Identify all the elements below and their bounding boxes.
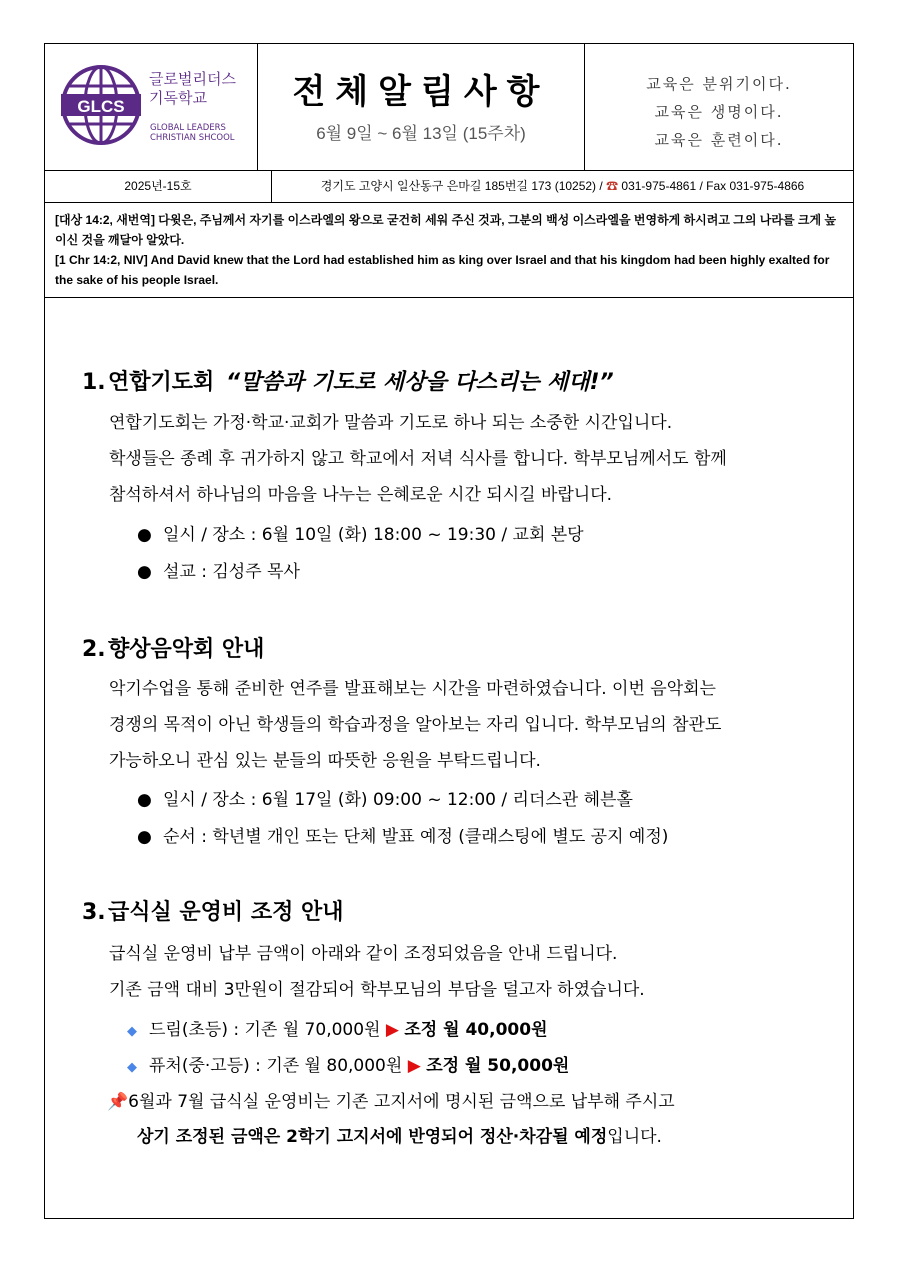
glcs-logo-icon	[59, 62, 143, 148]
page-subtitle: 6월 9일 ~ 6월 13일 (15주차)	[316, 124, 526, 143]
section-3-title: 3. 급식실 운영비 조정 안내	[82, 900, 344, 925]
info-row	[45, 171, 853, 203]
notice-frame	[44, 43, 854, 1219]
pushpin-icon: 📌	[107, 1092, 129, 1112]
logo-initials: GLCS	[77, 97, 125, 116]
motto-cell	[585, 44, 853, 170]
telephone-icon: ☎	[606, 179, 619, 193]
section-2-paragraph: 악기수업을 통해 준비한 연주를 발표해보는 시간을 마련하였습니다. 이번 음악회는 경쟁의 목적이 아닌 학생들의 학습과정을 알아보는 자리 입니다. 학부모님의 참관도 가능하오니 관심 있는 분들의 따뜻한 응원을 부탁드립니다.	[109, 679, 722, 771]
verse-korean: [대상 14:2, 새번역] 다윗은, 주님께서 자기를 이스라엘의 왕으로 굳건히 세워 주신 것과, 그분의 백성 이스라엘을 번영하게 하시려고 그의 나라를 크게 높이신 것을 깨달아 알았다.	[55, 213, 837, 247]
issue-number: 2025년-15호	[45, 171, 272, 202]
page-title: 전체알림사항	[292, 72, 550, 112]
title-cell	[258, 44, 585, 170]
header	[45, 44, 853, 171]
logo-english-name: GLOBAL LEADERS CHRISTIAN SHCOOL	[150, 123, 235, 143]
address: 경기도 고양시 일산동구 은마길 185번길 173 (10252) /	[320, 179, 607, 193]
fee-item: ◆ 드림(초등) : 기존 월 70,000원 ▶ 조정 월 40,000원	[127, 1020, 548, 1040]
diamond-icon: ◆	[127, 1060, 137, 1075]
section-3-paragraph: 급식실 운영비 납부 금액이 아래와 같이 조정되었음을 안내 드립니다. 기존 금액 대비 3만원이 절감되어 학부모님의 부담을 덜고자 하였습니다.	[109, 944, 645, 1000]
list-item: ● 설교 : 김성주 목사	[137, 562, 300, 582]
motto-line: 교육은 훈련이다.	[654, 131, 784, 149]
section-2-title: 2. 향상음악회 안내	[82, 637, 265, 662]
motto-line: 교육은 분위기이다.	[646, 75, 792, 93]
payment-note-line2: 상기 조정된 금액은 2학기 고지서에 반영되어 정산·차감될 예정입니다.	[137, 1127, 662, 1147]
motto	[585, 70, 853, 154]
payment-note: 📌6월과 7월 급식실 운영비는 기존 고지서에 명시된 금액으로 납부해 주시고	[107, 1092, 675, 1112]
logo-cell	[45, 44, 258, 170]
bible-verse	[45, 203, 853, 298]
section-1-title: 1. 연합기도회 “말씀과 기도로 세상을 다스리는 세대!”	[82, 370, 614, 395]
section-1-paragraph: 연합기도회는 가정·학교·교회가 말씀과 기도로 하나 되는 소중한 시간입니다. 학생들은 종례 후 귀가하지 않고 학교에서 저녁 식사를 합니다. 학부모님께서도 함께 참석하셔서 하나님의 마음을 나누는 은혜로운 시간 되시길 바랍니다.	[109, 413, 727, 505]
diamond-icon: ◆	[127, 1024, 137, 1039]
phone-fax: 031-975-4861 / Fax 031-975-4866	[618, 179, 805, 193]
arrow-right-icon: ▶	[385, 1020, 399, 1040]
motto-line: 교육은 생명이다.	[654, 103, 784, 121]
verse-english: [1 Chr 14:2, NIV] And David knew that the Lord had established him as king over Israel and that his kingdom had been highly exalted for the sake of his people Israel.	[55, 253, 830, 287]
arrow-right-icon: ▶	[407, 1056, 421, 1076]
logo-korean-name: 글로벌리더스 기독학교	[149, 70, 236, 107]
fee-item: ◆ 퓨처(중·고등) : 기존 월 80,000원 ▶ 조정 월 50,000원	[127, 1056, 570, 1076]
list-item: ● 일시 / 장소 : 6월 10일 (화) 18:00 ~ 19:30 / 교회 본당	[137, 525, 584, 545]
address-line	[272, 171, 853, 202]
list-item: ● 순서 : 학년별 개인 또는 단체 발표 예정 (클래스팅에 별도 공지 예정)	[137, 827, 669, 847]
section-1-slogan: “말씀과 기도로 세상을 다스리는 세대!”	[225, 370, 614, 395]
list-item: ● 일시 / 장소 : 6월 17일 (화) 09:00 ~ 12:00 / 리더스관 헤븐홀	[137, 790, 633, 810]
